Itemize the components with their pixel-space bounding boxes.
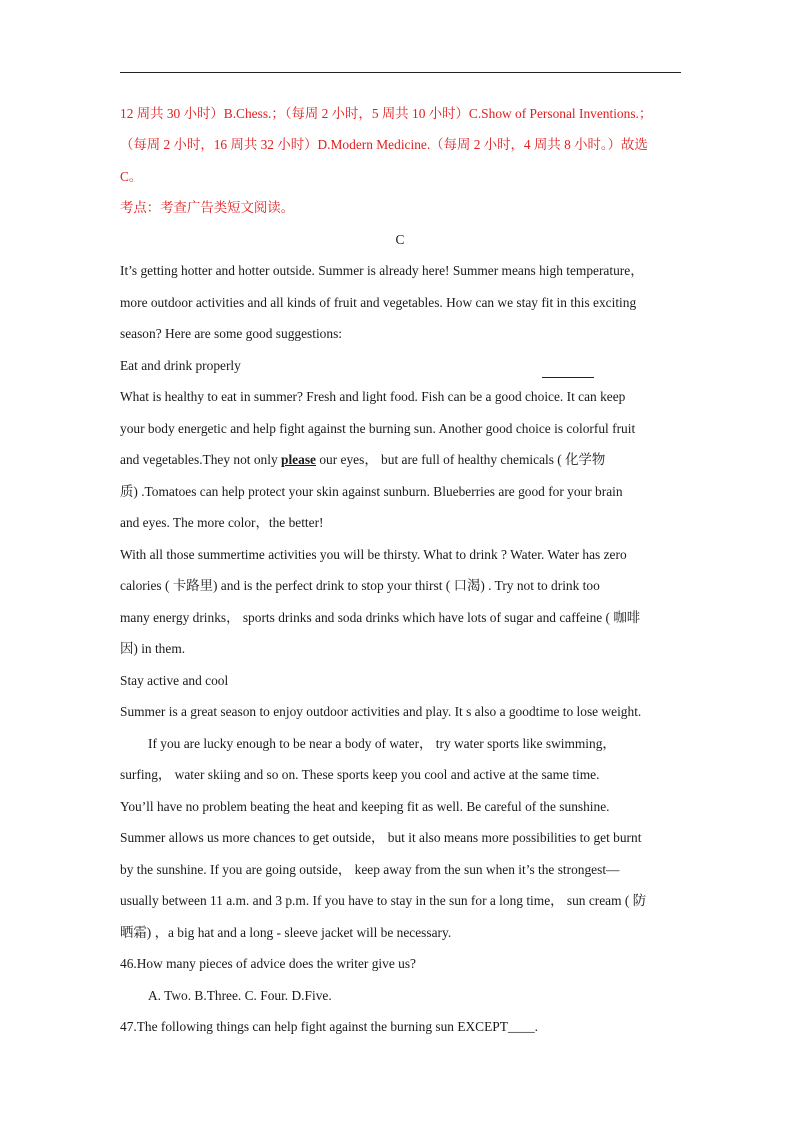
answer-topic: 考点：考查广告类短文阅读。 xyxy=(120,200,295,215)
passage-line: Summer allows us more chances to get outside， but it also means more possibilities to get burnt xyxy=(120,830,642,845)
section-heading-eat-drink: Eat and drink properly xyxy=(120,358,241,373)
passage-line: many energy drinks， sports drinks and soda drinks which have lots of sugar and caffeine ( 咖啡 xyxy=(120,610,641,625)
passage-line: calories ( 卡路里) and is the perfect drink to stop your thirst ( 口渴) . Try not to drink too xyxy=(120,578,600,593)
passage-line: usually between 11 a.m. and 3 p.m. If you have to stay in the sun for a long time， sun cream ( 防 xyxy=(120,893,647,908)
passage-line: surfing， water skiing and so on. These sports keep you cool and active at the same time. xyxy=(120,767,600,782)
passage-line: You’ll have no problem beating the heat and keeping fit as well. Be careful of the sunshine. xyxy=(120,799,610,814)
underlined-word: please xyxy=(281,452,316,467)
answer-blank-line xyxy=(542,377,594,378)
passage-line: season? Here are some good suggestions: xyxy=(120,326,343,341)
section-letter: C xyxy=(395,232,405,247)
answer-line-3: C。 xyxy=(120,169,143,184)
passage-line: 因) in them. xyxy=(120,641,186,656)
passage-line: What is healthy to eat in summer? Fresh and light food. Fish can be a good choice. It can keep xyxy=(120,389,626,404)
answer-line-1: 12 周共 30 小时）B.Chess.；（每周 2 小时，5 周共 10 小时）C.Show of Personal Inventions.； xyxy=(120,106,653,121)
text-segment: and vegetables.They not only xyxy=(120,452,282,467)
passage-line: 晒霜) ，a big hat and a long - sleeve jacket will be necessary. xyxy=(120,925,452,940)
answer-line-2: （每周 2 小时，16 周共 32 小时）D.Modern Medicine.（每周 2 小时，4 周共 8 小时。）故选 xyxy=(120,137,648,152)
passage-line-indented: If you are lucky enough to be near a body of water， try water sports like swimming， xyxy=(148,736,616,751)
passage-line: more outdoor activities and all kinds of fruit and vegetables. How can we stay fit in this exciting xyxy=(120,295,637,310)
text-segment: our eyes， but are full of healthy chemicals ( 化学物 xyxy=(315,452,606,467)
question-46: 46.How many pieces of advice does the writer give us? xyxy=(120,956,416,971)
passage-line: by the sunshine. If you are going outside， keep away from the sun when it’s the strongest— xyxy=(120,862,620,877)
question-47: 47.The following things can help fight against the burning sun EXCEPT____. xyxy=(120,1019,539,1034)
passage-line: your body energetic and help fight against the burning sun. Another good choice is colorful fruit xyxy=(120,421,636,436)
passage-line: It’s getting hotter and hotter outside. Summer is already here! Summer means high temperature， xyxy=(120,263,644,278)
passage-line: 质) .Tomatoes can help protect your skin against sunburn. Blueberries are good for your brain xyxy=(120,484,623,499)
question-46-options: A. Two. B.Three. C. Four. D.Five. xyxy=(148,988,332,1003)
section-heading-stay-active: Stay active and cool xyxy=(120,673,229,688)
header-rule xyxy=(120,72,681,73)
passage-line: With all those summertime activities you will be thirsty. What to drink ? Water. Water has zero xyxy=(120,547,627,562)
passage-line-with-underline xyxy=(120,451,605,469)
passage-line: Summer is a great season to enjoy outdoor activities and play. It s also a goodtime to lose weight. xyxy=(120,704,642,719)
passage-line: and eyes. The more color，the better! xyxy=(120,515,324,530)
